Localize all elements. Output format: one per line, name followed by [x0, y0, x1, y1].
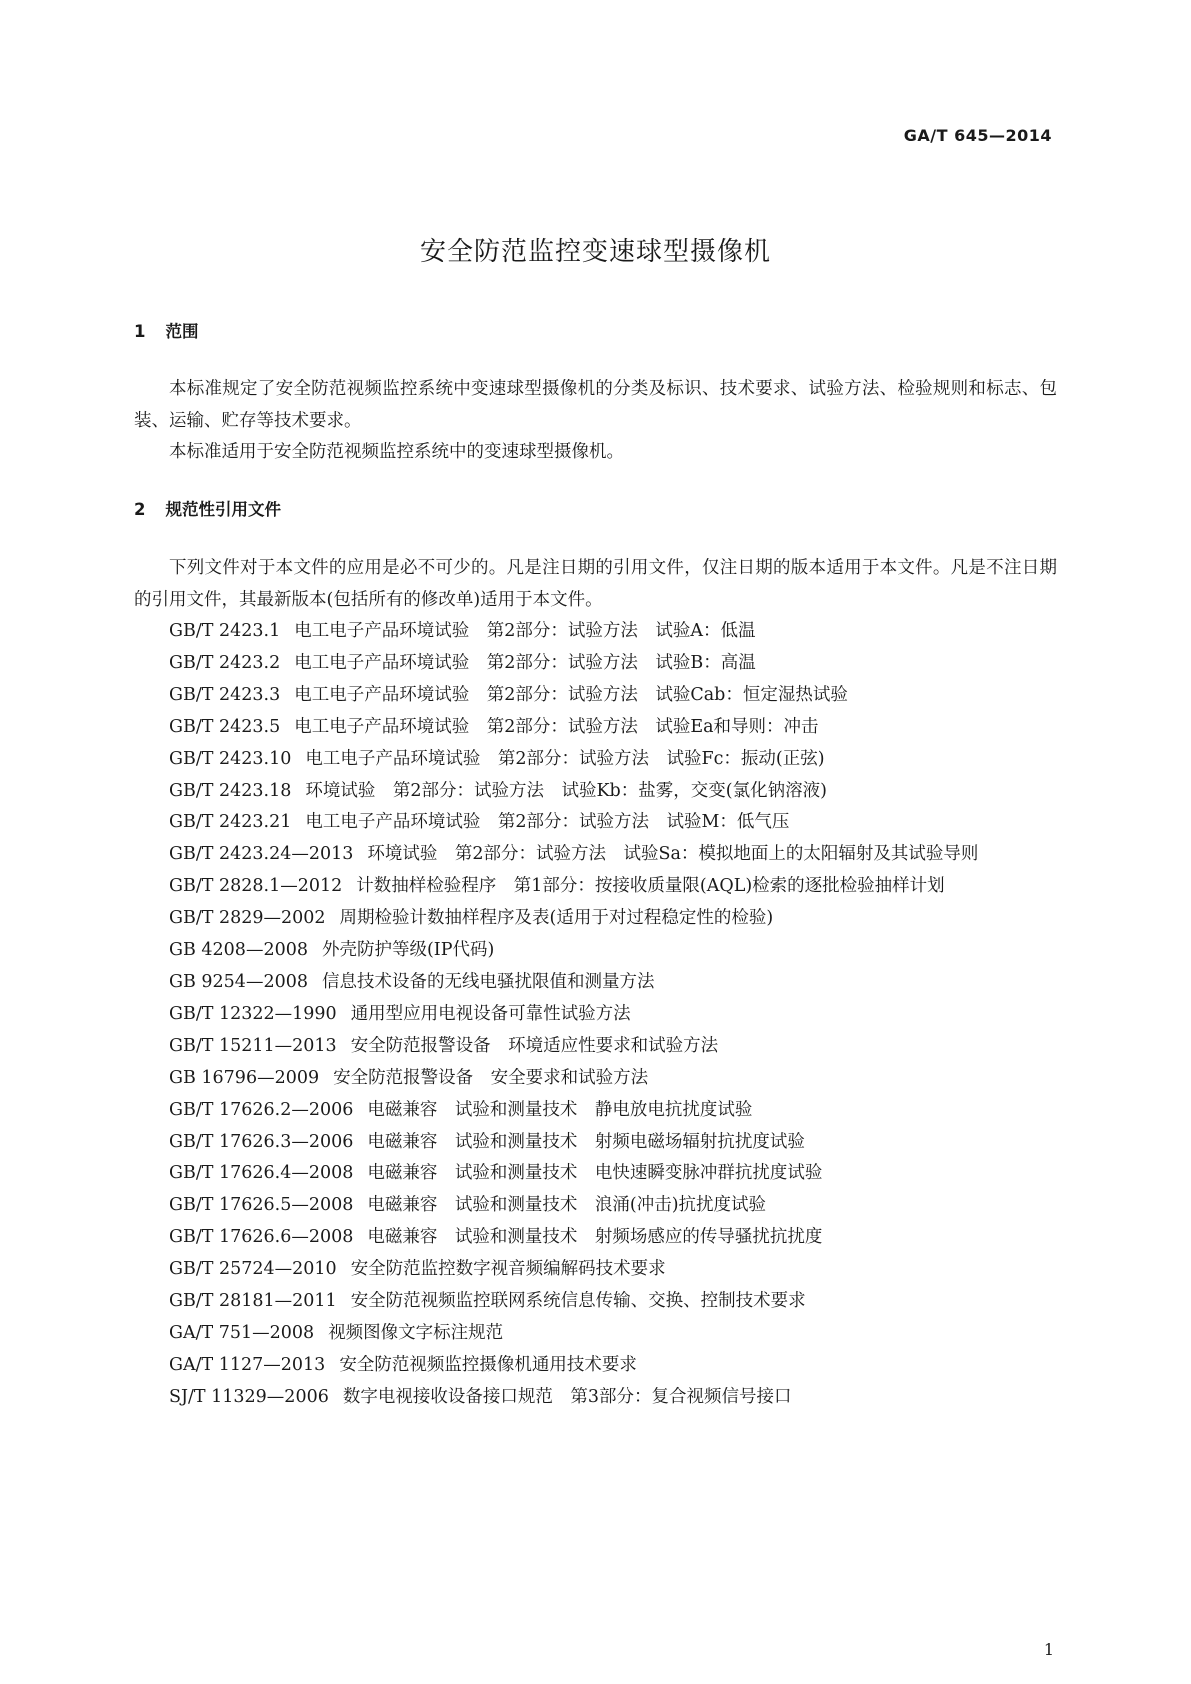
paragraph: 本标准规定了安全防范视频监控系统中变速球型摄像机的分类及标识、技术要求、试验方法、检验规则和标志、包装、运输、贮存等技术要求。: [134, 379, 1057, 431]
reference-code: GB/T 17626.2—2006: [169, 1099, 354, 1120]
page-number: 1: [1043, 1640, 1054, 1659]
reference-title: 通用型应用电视设备可靠性试验方法: [350, 1003, 631, 1024]
reference-code: GB/T 28181—2011: [169, 1291, 337, 1312]
reference-title: 安全防范视频监控联网系统信息传输、交换、控制技术要求: [350, 1291, 806, 1312]
reference-item: [134, 967, 1057, 999]
paragraph: 下列文件对于本文件的应用是必不可少的。凡是注日期的引用文件，仅注日期的版本适用于本文件。凡是不注日期的引用文件，其最新版本(包括所有的修改单)适用于本文件。: [134, 558, 1057, 610]
reference-code: GB/T 2423.3: [169, 684, 281, 705]
reference-title: 安全防范监控数字视音频编解码技术要求: [350, 1259, 666, 1280]
section-normative-references: [134, 498, 1057, 522]
reference-title: 环境试验 第2部分：试验方法 试验Kb：盐雾，交变(氯化钠溶液): [305, 780, 827, 801]
reference-code: GB/T 17626.6—2008: [169, 1227, 354, 1248]
reference-code: GB/T 2828.1—2012: [169, 876, 343, 897]
reference-code: GB/T 2423.21: [169, 812, 292, 833]
reference-code: GB/T 2829—2002: [169, 908, 326, 929]
reference-code: GB/T 2423.24—2013: [169, 844, 354, 865]
section-normative-references-body: [134, 553, 1057, 1414]
reference-item: [134, 1095, 1057, 1127]
reference-item: [134, 1254, 1057, 1286]
reference-item: [134, 1190, 1057, 1222]
section-heading: [134, 320, 1057, 344]
reference-title: 电工电子产品环境试验 第2部分：试验方法 试验B：高温: [294, 652, 756, 673]
reference-code: GB 9254—2008: [169, 971, 308, 992]
reference-item: [134, 1222, 1057, 1254]
reference-code: GA/T 751—2008: [169, 1322, 315, 1343]
reference-item: [134, 616, 1057, 648]
reference-item: [134, 839, 1057, 871]
reference-code: GB/T 2423.10: [169, 748, 292, 769]
reference-title: 安全防范报警设备 安全要求和试验方法: [333, 1067, 649, 1088]
reference-title: 周期检验计数抽样程序及表(适用于对过程稳定性的检验): [339, 908, 774, 929]
section-title: 范围: [165, 322, 199, 341]
reference-code: GB/T 2423.1: [169, 621, 281, 641]
reference-item: [134, 776, 1057, 808]
reference-item: [134, 1127, 1057, 1159]
reference-item: [134, 1350, 1057, 1382]
reference-item: [134, 903, 1057, 935]
reference-code: GB 4208—2008: [169, 940, 308, 961]
reference-code: GB/T 2423.2: [169, 652, 281, 673]
reference-code: GB/T 25724—2010: [169, 1259, 337, 1280]
reference-title: 电磁兼容 试验和测量技术 浪涌(冲击)抗扰度试验: [367, 1195, 767, 1216]
reference-item: [134, 1318, 1057, 1350]
reference-item: [134, 1382, 1057, 1414]
reference-title: 电工电子产品环境试验 第2部分：试验方法 试验Ea和导则：冲击: [294, 716, 819, 737]
reference-title: 电工电子产品环境试验 第2部分：试验方法 试验M：低气压: [305, 812, 790, 833]
reference-item: [134, 680, 1057, 712]
reference-item: [134, 712, 1057, 744]
reference-list: [134, 616, 1057, 1414]
reference-item: [134, 1031, 1057, 1063]
reference-code: GB 16796—2009: [169, 1067, 320, 1088]
reference-code: GB/T 2423.18: [169, 780, 292, 801]
section-scope-body: [134, 374, 1057, 469]
reference-item: [134, 648, 1057, 680]
reference-title: 数字电视接收设备接口规范 第3部分：复合视频信号接口: [342, 1386, 792, 1407]
reference-title: 计数抽样检验程序 第1部分：按接收质量限(AQL)检索的逐批检验抽样计划: [356, 876, 945, 897]
reference-item: [134, 999, 1057, 1031]
section-heading: [134, 498, 1057, 522]
reference-item: [134, 744, 1057, 776]
reference-code: GB/T 15211—2013: [169, 1035, 337, 1056]
reference-code: GA/T 1127—2013: [169, 1354, 326, 1375]
reference-item: [134, 871, 1057, 903]
reference-code: GB/T 12322—1990: [169, 1003, 337, 1024]
section-scope: [134, 320, 1057, 344]
reference-title: 电磁兼容 试验和测量技术 射频电磁场辐射抗扰度试验: [367, 1131, 805, 1152]
reference-code: GB/T 17626.3—2006: [169, 1131, 354, 1152]
section-number: 1: [134, 322, 146, 341]
reference-code: GB/T 17626.4—2008: [169, 1163, 354, 1184]
reference-code: GB/T 2423.5: [169, 716, 281, 737]
reference-title: 电工电子产品环境试验 第2部分：试验方法 试验A：低温: [294, 621, 756, 641]
reference-title: 安全防范视频监控摄像机通用技术要求: [339, 1354, 637, 1375]
reference-title: 电磁兼容 试验和测量技术 射频场感应的传导骚扰抗扰度: [367, 1227, 823, 1248]
reference-item: [134, 1063, 1057, 1095]
reference-item: [134, 1158, 1057, 1190]
section-title: 规范性引用文件: [165, 500, 281, 519]
reference-title: 安全防范报警设备 环境适应性要求和试验方法: [350, 1035, 719, 1056]
reference-title: 电磁兼容 试验和测量技术 电快速瞬变脉冲群抗扰度试验: [367, 1163, 823, 1184]
reference-code: SJ/T 11329—2006: [169, 1386, 329, 1407]
reference-title: 信息技术设备的无线电骚扰限值和测量方法: [321, 971, 655, 992]
standard-number: GA/T 645—2014: [903, 126, 1052, 145]
reference-title: 电磁兼容 试验和测量技术 静电放电抗扰度试验: [367, 1099, 753, 1120]
paragraph: 本标准适用于安全防范视频监控系统中的变速球型摄像机。: [169, 442, 624, 462]
reference-title: 环境试验 第2部分：试验方法 试验Sa：模拟地面上的太阳辐射及其试验导则: [367, 844, 979, 865]
reference-title: 视频图像文字标注规范: [328, 1322, 504, 1343]
reference-code: GB/T 17626.5—2008: [169, 1195, 354, 1216]
document-title: 安全防范监控变速球型摄像机: [419, 237, 771, 267]
reference-title: 电工电子产品环境试验 第2部分：试验方法 试验Fc：振动(正弦): [305, 748, 825, 769]
reference-item: [134, 1286, 1057, 1318]
reference-title: 外壳防护等级(IP代码): [321, 940, 495, 961]
reference-item: [134, 935, 1057, 967]
section-number: 2: [134, 500, 146, 519]
reference-item: [134, 807, 1057, 839]
reference-title: 电工电子产品环境试验 第2部分：试验方法 试验Cab：恒定湿热试验: [294, 684, 848, 705]
